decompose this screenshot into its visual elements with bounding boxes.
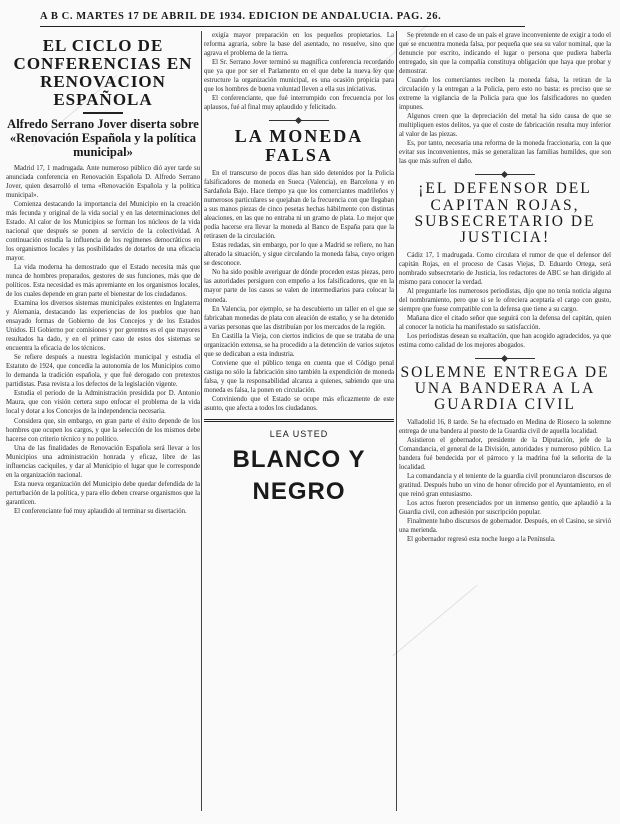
paragraph: Asistieron el gobernador, presidente de la Diputación, jefe de la Comandancia, el general de la División, autoridades y numeroso público. La bandera fué bendecida por el párroco y la madrina fué la señorita de la localidad. (399, 436, 611, 471)
paragraph: Finalmente hubo discursos de gobernador. Después, en el Casino, se sirvió una merienda. (399, 518, 611, 535)
advertisement-box (204, 419, 394, 508)
ad-title: BLANCO Y NEGRO (232, 445, 366, 505)
article-subtitle: Alfredo Serrano Jover diserta sobre «Renovación Española y la política municipal» (7, 117, 199, 159)
article-title: ¡EL DEFENSOR DEL CAPITAN ROJAS, SUBSECRETARIO DE JUSTICIA! (414, 180, 596, 247)
ornament-divider (475, 172, 535, 178)
divider (83, 112, 123, 114)
paragraph: Cuando los comerciantes reciben la moneda falsa, la retiran de la circulación y la entregan a la Policía, pero esto no basta: es preciso que se extreme la vigilancia de la Policía para que los falsificadores no queden impunes. (399, 77, 611, 112)
paragraph: Esta nueva organización del Municipio debe quedar defendida de la perturbación de la política, y para ello deben crearse organismos que la garanticen. (6, 480, 200, 506)
paragraph: Algunos creen que la depreciación del metal ha sido causa de que se multipliquen estos delitos, ya que el coste de fabricación resulta muy inferior al valor de las piezas. (399, 113, 611, 139)
header-rule (40, 26, 525, 27)
page-header: A B C. MARTES 17 DE ABRIL DE 1934. EDICION DE ANDALUCIA. PAG. 26. (40, 11, 442, 22)
paragraph: El gobernador regresó esta noche luego a la Península. (407, 536, 556, 544)
paragraph: La vida moderna ha demostrado que el Estado necesita más que nunca de hombres preparados, gestores de sus funciones, más que de políticos. Esta necesidad es más apremiante en los organismos locales, de los cuales depende en gran parte el bienestar de los ciudadanos. (6, 263, 200, 299)
paragraph: Conviniendo que el Estado se ocupe más eficazmente de este asunto, que afecta a todos los ciudadanos. (204, 395, 394, 412)
column-divider (396, 31, 397, 811)
column-3 (399, 31, 611, 821)
paragraph: Se refiere después a nuestra legislación municipal y estudia el Estatuto de 1924, que concedía la autonomía de los Municipios como lo demanda la tradición española, y que fué derogado con pretextos partidistas. Pasa revista a los defectos de la legislación vigente. (6, 354, 200, 389)
paragraph: Examina los diversos sistemas municipales existentes en Inglaterra y Alemania, destacando las experiencias de los pueblos que han ensayado formas de Gobierno de los Concejos y de los Estados Unidos. El Gobierno por comisiones y por gerentes es el que mayores resultados ha dado, y en el primer caso de estos dos sistemas se encuentra la eficacia de los técnicos. (6, 300, 200, 353)
paragraph: En Valencia, por ejemplo, se ha descubierto un taller en el que se fabricaban monedas de plata con aleación de estaño, y se ha detenido a varias personas que las distribuían por los mercados de la región. (204, 305, 394, 331)
paragraph: Valladolid 16, 8 tarde. Se ha efectuado en Medina de Rioseco la solemne entrega de una bandera al puesto de la Guardia civil de aquella localidad. (399, 418, 611, 435)
column-1 (6, 31, 200, 821)
article-title: SOLEMNE ENTREGA DE UNA BANDERA A LA GUARDIA CIVIL (400, 363, 610, 414)
article-title: LA MONEDA FALSA (234, 126, 364, 166)
ad-kicker: LEA USTED (269, 428, 329, 439)
paragraph: Una de las finalidades de Renovación Española será llevar a los Municipios una administración honrada y eficaz, libre de las influencias caciquiles, y dar al Municipio el lugar que le corresponde en la organización nacional. (6, 444, 200, 479)
paragraph: Los actos fueron presenciados por un inmenso gentío, que aplaudió a la Guardia civil, con adhesión por suscripción popular. (399, 499, 611, 516)
paragraph: El Sr. Serrano Jover terminó su magnífica conferencia recordando que ya que por ser el Parlamento en el que debe la nueva ley que estructure la organización municipal, es una ocasión propicia para que los hombres de buena voluntad lleven a ella sus iniciativas. (204, 59, 394, 94)
paragraph: El conferenciante fué muy aplaudido al terminar su disertación. (14, 507, 187, 515)
paragraph: exigía mayor preparación en los pequeños propietarios. La reforma agraria, sobre la base del asentado, no resuelve, sino que agrava el problema de la tierra. (204, 32, 394, 58)
paragraph: Es, por tanto, necesaria una reforma de la moneda fraccionaria, con la que evitar sus inconvenientes, más se generalizan las familias humildes, que son las que más sufren el daño. (399, 140, 611, 166)
paragraph: El conferenciante, que fué interrumpido con frecuencia por los aplausos, fué al final muy aplaudido y felicitado. (204, 95, 394, 112)
paragraph: Al preguntarle los numerosos periodistas, dijo que no tenía noticia alguna del nombramiento, pero que si se le ofreciera aceptaría el cargo con gusto, siempre que fuese compatible con la defensa que tiene a su cargo. (399, 287, 611, 313)
paragraph: Conviene que el público tenga en cuenta que el Código penal castiga no sólo la fabricación sino también la expendición de moneda falsa, y que la responsabilidad alcanza a quienes, sabiendo que una moneda es falsa, la ponen en circulación. (204, 359, 394, 394)
ornament-divider (269, 118, 329, 124)
paragraph: Estas redadas, sin embargo, por lo que a Madrid se refiere, no han alterado la situación, y sigue circulando la moneda falsa, cuyo origen se desconoce. (204, 242, 394, 268)
paragraph: Cádiz 17, 1 madrugada. Como circulara el rumor de que el defensor del capitán Rojas, en el proceso de Casas Viejas, D. Eduardo Ortega, será nombrado subsecretario de Justicia, los redactores de ABC se han dirigido al mismo para conocer la verdad. (399, 251, 611, 286)
article-title: EL CICLO DE CONFERENCIAS EN RENOVACION ESPAÑOLA (13, 36, 193, 109)
paragraph: Los periodistas desean su exaltación, que han acogido agradecidos, ya que estima como calidad de los mejores abogados. (399, 332, 611, 349)
paragraph: En el transcurso de pocos días han sido detenidos por la Policía falsificadores de moneda en Sueca (Valencia), en Barcelona y en Sardañola Bajo. Hace tiempo ya que los comerciantes madrileños y numerosos particulares se quejaban de la frecuencia con que llegaban a sus manos piezas de cinco pesetas hechas hábilmente con distintas aleaciones, en las que no entraba ni un gramo de plata. Lo mejor que podía hacerse era llevar la moneda al Banco de España para que la retirasen de la circulación. (204, 170, 394, 241)
paragraph: La comandancia y el teniente de la guardia civil pronunciaron discursos de gratitud. Después hubo un vino de honor ofrecido por el Ayuntamiento, en el que reinó gran entusiasmo. (399, 472, 611, 498)
paragraph: Se pretende en el caso de un país el grave inconveniente de exigir a todo el que se encuentra moneda falsa, por pequeña que sea su valor nominal, que la denuncie por escrito, indicando el lugar o persona que pudiera haberla entregado, sin que la compañía constituya obligación que haya que probar y demostrar. (399, 32, 611, 76)
ornament-divider (475, 356, 535, 362)
paragraph: No ha sido posible averiguar de dónde proceden estas piezas, pero las autoridades persiguen con empeño a los falsificadores, que en la mayor parte de los casos se valen de intermediarios para colocar la moneda. (204, 269, 394, 304)
paragraph: Madrid 17, 1 madrugada. Ante numeroso público dió ayer tarde su anunciada conferencia en Renovación Española D. Alfredo Serrano Jover, quien desarrolló el tema «Renovación Española y la política municipal». (6, 164, 200, 199)
column-2 (204, 31, 394, 801)
paragraph: En Castilla la Vieja, con ciertos indicios de que se trataba de una organización extensa, se ha procedido a la detención de varios sujetos que se dedicaban a esta industria. (204, 332, 394, 358)
paragraph: Comienza destacando la importancia del Municipio en la creación más fecunda y original de la vida social y en las determinaciones del Estado. Al calor de los Municipios se forman los núcleos de la vida nacional que después se ponen al servicio de la colectividad. A continuación estudia la influencia de los regímenes democráticos en los organismos locales y las posibilidades de dotarlos de una eficacia mayor. (6, 200, 200, 262)
article-body (6, 164, 200, 516)
paragraph: Estudia el período de la Administración presidida por D. Antonio Maura, que con visión certera supo enfocar el problema de la vida local y dotar a los Concejos de la independencia necesaria. (6, 390, 200, 416)
paragraph: Considera que, sin embargo, en gran parte el éxito depende de los hombres que ocupen los cargos, y que la selección de los mismos debe hacerse con criterio técnico y no político. (6, 417, 200, 443)
paragraph: Mañana dice el citado señor que seguirá con la defensa del capitán, quien al conocer la noticia ha manifestado su satisfacción. (399, 314, 611, 331)
column-divider (201, 31, 202, 811)
